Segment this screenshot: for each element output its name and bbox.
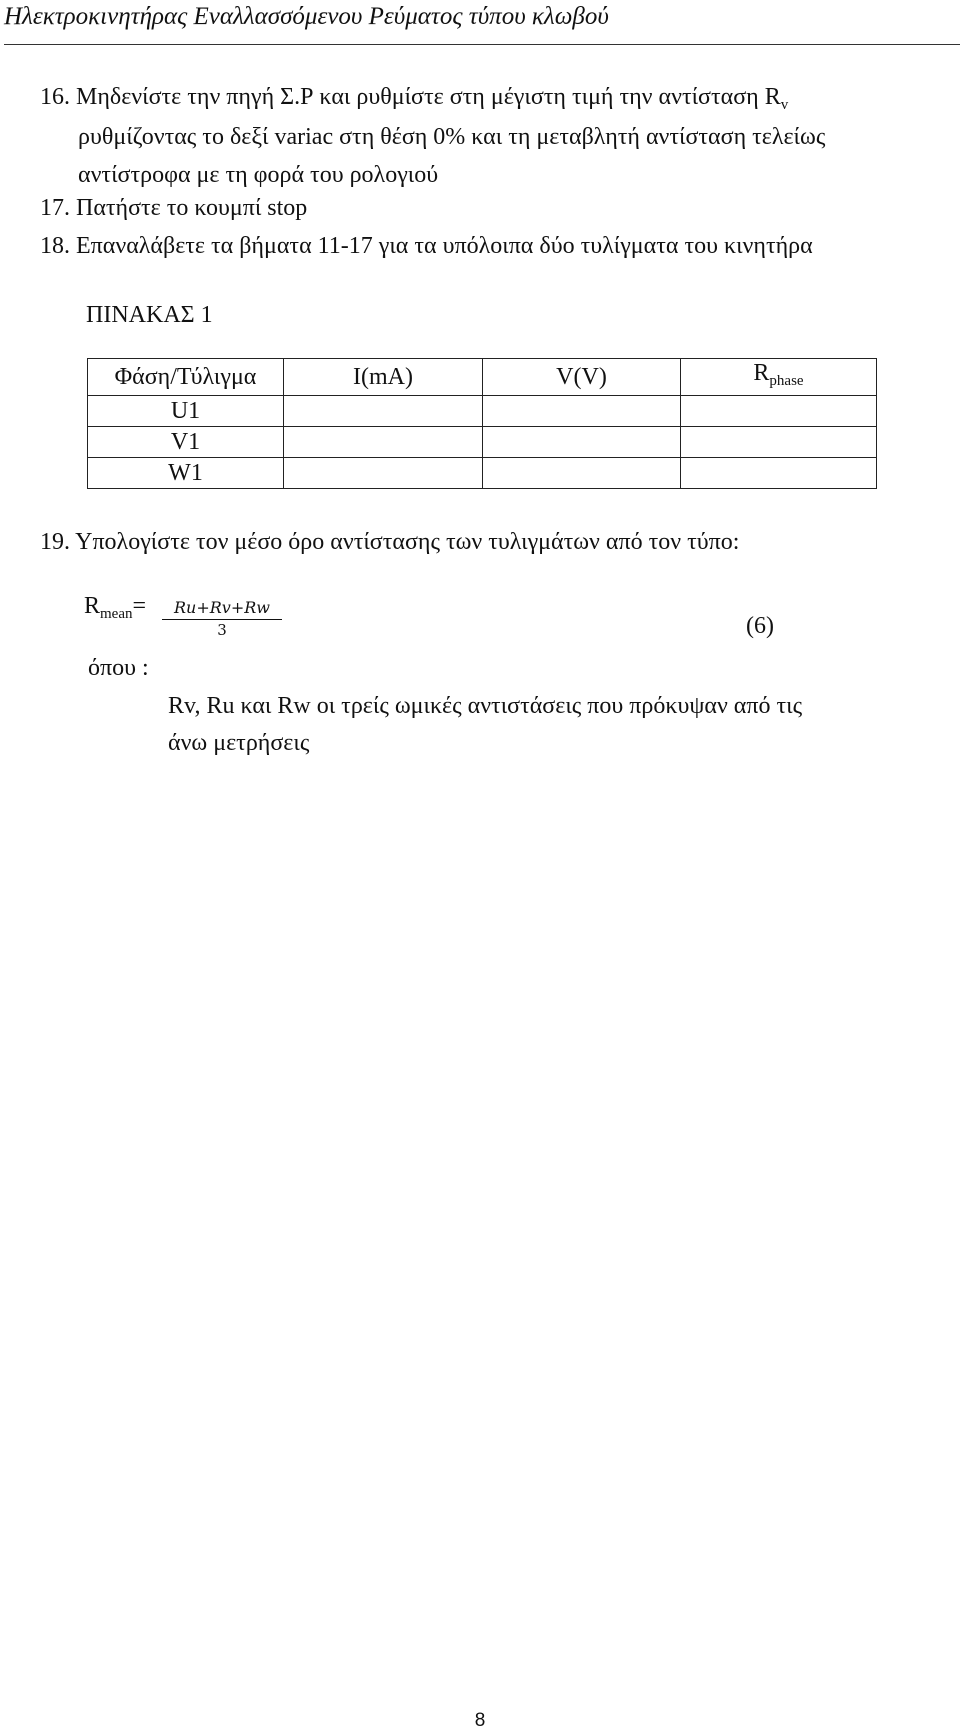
- formula-mean-sub: mean: [100, 606, 133, 622]
- measurement-table: [87, 358, 877, 489]
- header-voltage: V(V): [483, 359, 681, 396]
- step-16-line-1: [40, 82, 788, 120]
- step-18: 18. Επαναλάβετε τα βήματα 11-17 για τα υπόλοιπα δύο τυλίγματα του κινητήρα: [40, 233, 813, 259]
- table-cell: [681, 396, 877, 427]
- table-row: [88, 458, 877, 489]
- header-current: I(mA): [284, 359, 483, 396]
- table-cell: V1: [88, 427, 284, 458]
- step-19: 19. Υπολογίστε τον μέσο όρο αντίστασης των τυλιγμάτων από τον τύπο:: [40, 529, 740, 555]
- page-header: [4, 0, 960, 45]
- formula-fraction: [162, 598, 282, 639]
- table-caption: ΠΙΝΑΚΑΣ 1: [86, 302, 213, 328]
- header-resistance: [681, 359, 877, 396]
- equation-number: (6): [746, 613, 774, 639]
- where-line-2: άνω μετρήσεις: [168, 730, 310, 756]
- table-cell: W1: [88, 458, 284, 489]
- table-cell: [483, 396, 681, 427]
- header-phase: Φάση/Τύλιγμα: [88, 359, 284, 396]
- table-row: [88, 427, 877, 458]
- table-header-row: [88, 359, 877, 396]
- table-cell: [483, 458, 681, 489]
- page-number: 8: [474, 1710, 486, 1731]
- table-cell: [284, 427, 483, 458]
- header-resistance-label: R: [753, 360, 770, 386]
- header-title: Ηλεκτροκινητήρας Εναλλασσόμενου Ρεύματος τύπου κλωβού: [4, 3, 609, 30]
- step-16-line-3: αντίστροφα με τη φορά του ρολογιού: [78, 162, 439, 188]
- fraction-bar: [162, 619, 282, 620]
- formula-equals: =: [132, 593, 147, 619]
- formula-r: R: [84, 593, 101, 619]
- table-cell: U1: [88, 396, 284, 427]
- rv-subscript: v: [780, 97, 789, 113]
- formula-lhs: [84, 593, 146, 623]
- formula-denominator: 3: [217, 621, 227, 639]
- table-cell: [284, 396, 483, 427]
- step-17: 17. Πατήστε το κουμπί stop: [40, 195, 308, 221]
- table-cell: [483, 427, 681, 458]
- where-label: όπου :: [88, 655, 149, 681]
- formula-numerator: Ru+Rv+Rw: [174, 598, 270, 617]
- table-cell: [681, 427, 877, 458]
- where-line-1: Rv, Ru και Rw οι τρείς ωμικές αντιστάσεις που πρόκυψαν από τις: [168, 693, 803, 719]
- table-row: [88, 396, 877, 427]
- step-16-line-2: ρυθμίζοντας το δεξί variac στη θέση 0% και τη μεταβλητή αντίσταση τελείως: [78, 124, 826, 150]
- header-resistance-sub: phase: [769, 373, 804, 389]
- step-16-text: 16. Μηδενίστε την πηγή Σ.Ρ και ρυθμίστε στη μέγιστη τιμή την αντίσταση R: [40, 84, 781, 110]
- table-cell: [681, 458, 877, 489]
- table-cell: [284, 458, 483, 489]
